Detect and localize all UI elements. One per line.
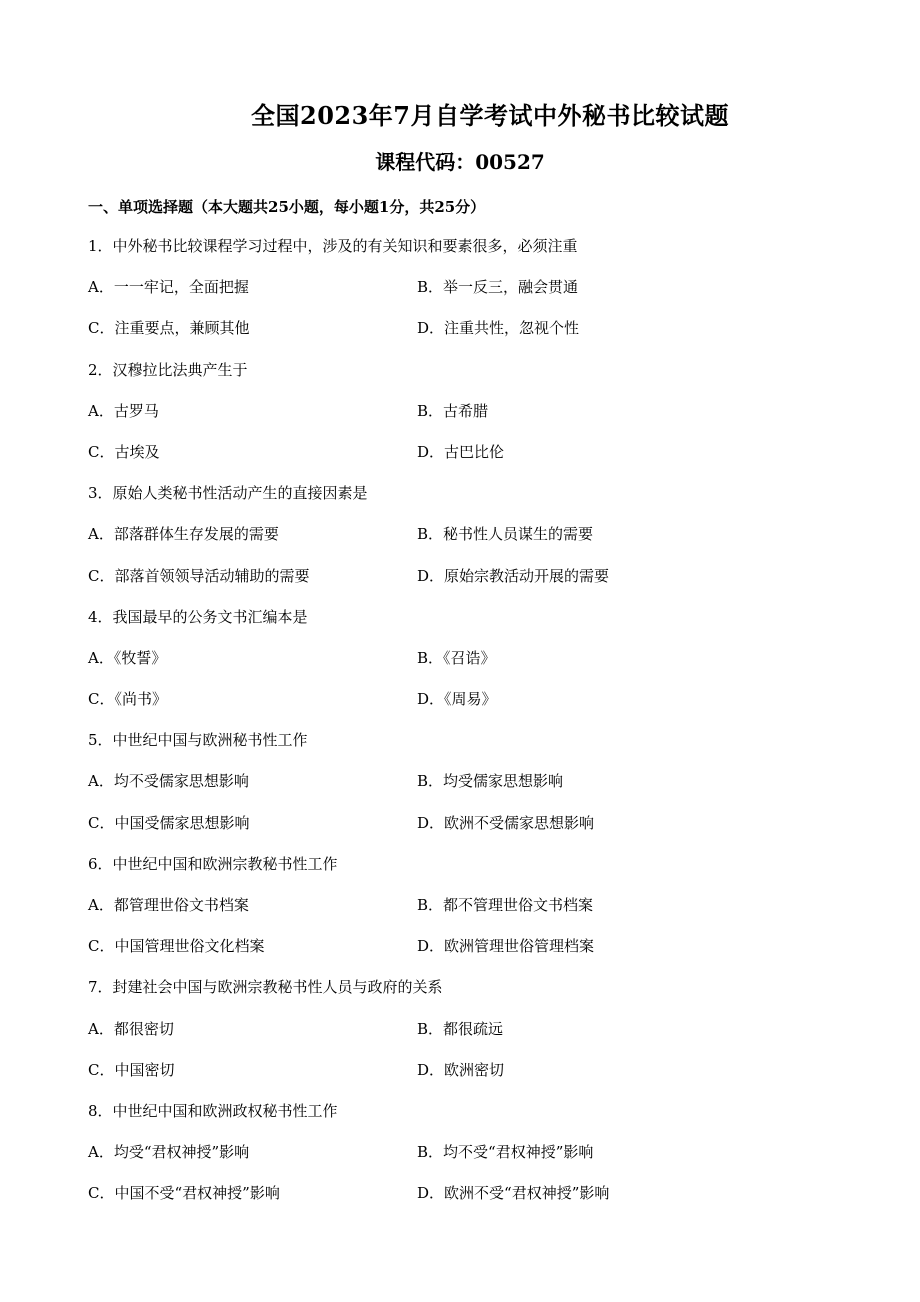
question-3-option-c: C．部落首领领导活动辅助的需要 — [88, 566, 310, 585]
question-7: 7．封建社会中国与欧洲宗教秘书性人员与政府的关系 — [88, 978, 443, 997]
question-list — [88, 236, 868, 1225]
question-5-options-row-1 — [88, 771, 868, 812]
question-2-option-d: D．古巴比伦 — [417, 442, 505, 461]
question-3-options-row-1 — [88, 524, 868, 565]
question-4-options-row-1 — [88, 648, 868, 689]
question-2: 2．汉穆拉比法典产生于 — [88, 360, 248, 379]
question-2-option-b: B．古希腊 — [417, 401, 489, 420]
question-6-option-c: C．中国管理世俗文化档案 — [88, 937, 265, 956]
question-7-options-row-1 — [88, 1019, 868, 1060]
question-5-option-a: A．均不受儒家思想影响 — [88, 772, 249, 791]
question-7-option-a: A．都很密切 — [88, 1019, 174, 1038]
question-5-option-c: C．中国受儒家思想影响 — [88, 813, 250, 832]
question-8-option-d: D．欧洲不受“君权神授”影响 — [417, 1184, 610, 1203]
question-3-option-b: B．秘书性人员谋生的需要 — [417, 525, 594, 544]
question-8-options-row-1 — [88, 1142, 868, 1183]
question-4-option-d: D．《周易》 — [417, 690, 497, 709]
question-8-option-c: C．中国不受“君权神授”影响 — [88, 1184, 280, 1203]
exam-title: 全国2023年7月自学考试中外秘书比较试题 — [251, 101, 729, 130]
question-2-options-row-2 — [88, 442, 868, 483]
question-3-option-a: A．部落群体生存发展的需要 — [88, 525, 279, 544]
question-3: 3．原始人类秘书性活动产生的直接因素是 — [88, 484, 368, 503]
question-7-option-b: B．都很疏远 — [417, 1019, 504, 1038]
question-8-options-row-2 — [88, 1183, 868, 1224]
question-6-option-a: A．都管理世俗文书档案 — [88, 896, 249, 914]
course-code: 课程代码：00527 — [375, 150, 545, 174]
question-6: 6．中世纪中国和欧洲宗教秘书性工作 — [88, 854, 338, 873]
question-3-option-d: D．原始宗教活动开展的需要 — [417, 566, 610, 585]
question-4: 4．我国最早的公务文书汇编本是 — [88, 607, 308, 626]
question-1-option-d: D．注重共性，忽视个性 — [417, 319, 580, 338]
question-7-option-c: C．中国密切 — [88, 1060, 175, 1079]
question-6-option-b: B．都不管理世俗文书档案 — [417, 896, 594, 914]
question-5-option-d: D．欧洲不受儒家思想影响 — [417, 813, 595, 832]
question-1-option-c: C．注重要点，兼顾其他 — [88, 319, 250, 338]
question-8-option-a: A．均受“君权神授”影响 — [88, 1143, 250, 1162]
section-header: 一、单项选择题（本大题共25小题，每小题1分，共25分） — [88, 198, 486, 216]
question-2-options-row-1 — [88, 401, 868, 442]
question-5-options-row-2 — [88, 813, 868, 854]
question-6-option-d: D．欧洲管理世俗管理档案 — [417, 937, 595, 956]
question-1-option-a: A．一一牢记，全面把握 — [88, 278, 249, 297]
question-4-options-row-2 — [88, 689, 868, 730]
question-3-options-row-2 — [88, 566, 868, 607]
question-1-options-row-2 — [88, 318, 868, 359]
question-4-option-c: C．《尚书》 — [88, 690, 167, 709]
question-6-options-row-1 — [88, 895, 868, 936]
question-8-option-b: B．均不受“君权神授”影响 — [417, 1143, 594, 1162]
question-8: 8．中世纪中国和欧洲政权秘书性工作 — [88, 1101, 338, 1120]
question-2-option-a: A．古罗马 — [88, 401, 159, 420]
question-5-option-b: B．均受儒家思想影响 — [417, 772, 564, 791]
question-2-option-c: C．古埃及 — [88, 442, 160, 461]
question-5: 5．中世纪中国与欧洲秘书性工作 — [88, 731, 308, 750]
question-1: 1．中外秘书比较课程学习过程中，涉及的有关知识和要素很多，必须注重 — [88, 237, 578, 255]
question-7-options-row-2 — [88, 1060, 868, 1101]
question-7-option-d: D．欧洲密切 — [417, 1060, 505, 1079]
question-4-option-b: B．《召诰》 — [417, 648, 496, 667]
question-1-options-row-1 — [88, 277, 868, 318]
question-6-options-row-2 — [88, 936, 868, 977]
question-4-option-a: A．《牧誓》 — [88, 648, 167, 667]
question-1-option-b: B．举一反三，融会贯通 — [417, 278, 579, 297]
